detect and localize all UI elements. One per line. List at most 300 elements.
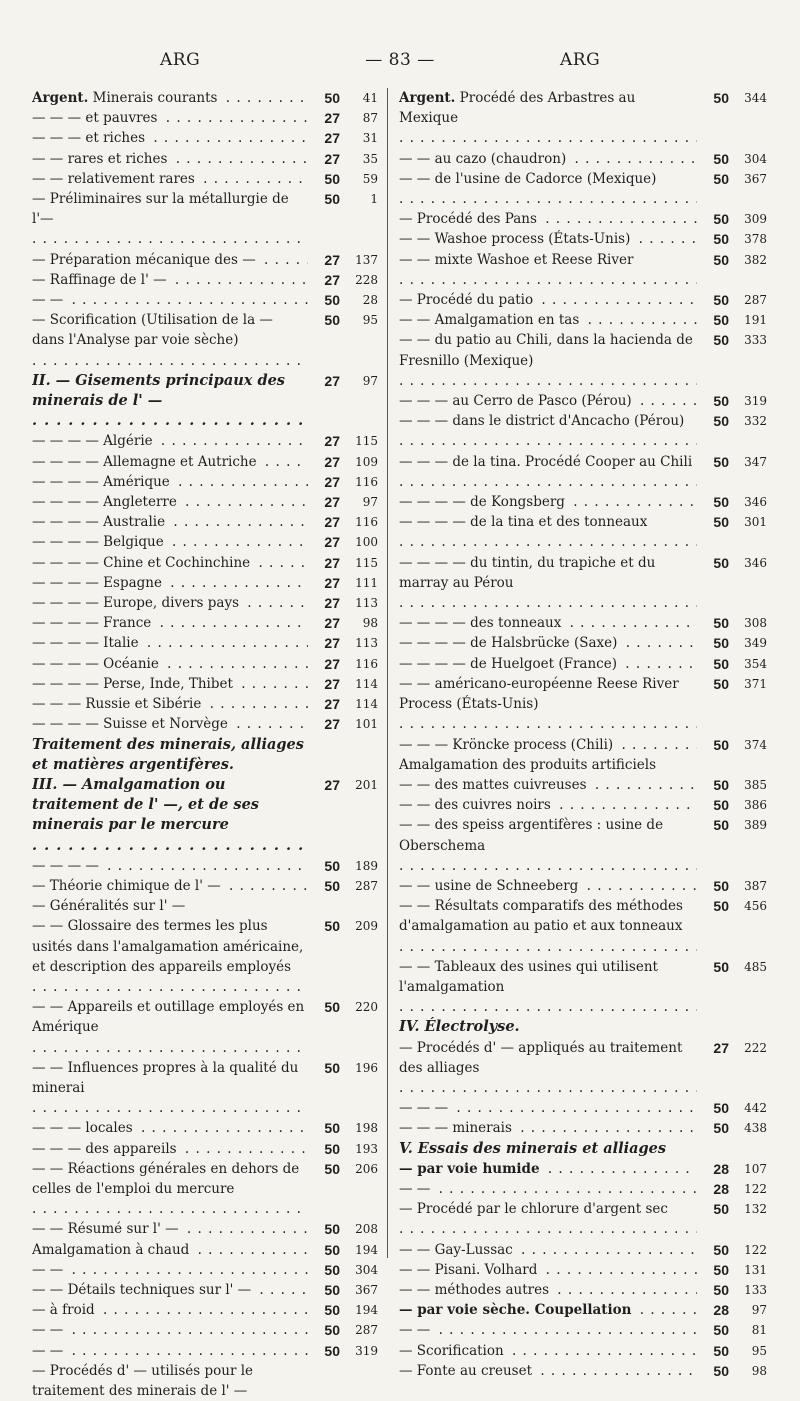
entry-text: — — — — Algérie [32,433,156,449]
entry-volume: 50 [713,170,729,187]
entry-page: 385 [744,777,767,792]
entry-text: IV. Électrolyse. [399,1018,523,1035]
entry-text: — — usine de Schneeberg [399,878,581,894]
entry-volume: 27 [324,554,340,571]
index-entry [399,775,767,795]
entry-page: 35 [362,151,378,166]
entry-volume: 50 [713,413,729,430]
entry-volume: 50 [713,1241,729,1258]
entry-page: 193 [355,1141,378,1156]
entry-volume: 27 [324,453,340,470]
index-entry [399,209,767,229]
entry-page: 97 [751,1303,767,1318]
entry-page: 114 [355,697,378,712]
entry-text: — — — — Suisse et Norvège [32,716,231,732]
entry-text: — — rares et riches [32,151,170,167]
index-entry [32,431,378,451]
index-entry [32,371,378,432]
entry-volume: 27 [324,655,340,672]
entry-text: — — — — de Huelgoet (France) [399,656,620,672]
index-entry [399,957,767,1018]
entry-page: 98 [362,616,378,631]
index-entry [32,593,378,613]
entry-page: 116 [355,515,378,530]
index-entry [399,1118,767,1138]
index-entry [32,189,378,250]
entry-text: — — Détails techniques sur l' — [32,1282,254,1298]
entry-text: V. Essais des minerais et alliages [399,1140,669,1157]
entry-volume: 50 [713,1100,729,1117]
entry-page: 101 [355,717,378,732]
entry-page: 95 [362,313,378,328]
index-entry [399,1159,767,1179]
entry-volume: 27 [324,574,340,591]
index-entry [399,815,767,876]
index-entry [399,229,767,249]
index-entry [32,1320,378,1340]
entry-page: 301 [744,515,767,530]
entry-page: 442 [744,1101,767,1116]
entry-page: 189 [355,858,378,873]
entry-volume: 50 [324,1059,340,1076]
entry-text: — — — — Chine et Cochinchine [32,555,253,571]
entry-volume: 50 [713,1362,729,1379]
entry-volume: 50 [713,251,729,268]
entry-page: 346 [744,555,767,570]
index-entry [32,1118,378,1138]
entry-page: 1 [370,192,378,207]
entry-text: — — — dans le district d'Ancacho (Pérou) [399,413,687,429]
entry-text: — — Amalgamation en tas [399,312,582,328]
entry-volume: 50 [324,918,340,935]
index-entry [399,755,767,775]
entry-text: Argent. Procédé des Arbastres au Mexique [399,90,636,127]
entry-text: — — Réactions générales en dehors de celles de l'emploi du mercure [32,1160,300,1197]
entry-text: — — de l'usine de Cadorce (Mexique) [399,171,659,187]
index-entry [399,512,767,552]
entry-volume: 50 [713,776,729,793]
index-entry [32,472,378,492]
entry-volume: 50 [713,1261,729,1278]
index-entry [32,88,378,108]
entry-volume: 27 [324,473,340,490]
entry-volume: 50 [713,1322,729,1339]
entry-text: — — méthodes autres [399,1282,552,1298]
entry-text: — — — au Cerro de Pasco (Pérou) [399,393,635,409]
entry-page: 206 [355,1161,378,1176]
index-entry [32,270,378,290]
entry-volume: 27 [324,615,340,632]
entry-volume: 50 [324,292,340,309]
entry-page: 81 [751,1323,767,1338]
entry-page: 374 [744,737,767,752]
entry-text: — — [399,1181,433,1197]
entry-page: 100 [355,535,378,550]
index-entry [32,310,378,371]
entry-page: 97 [362,495,378,510]
index-entry [399,1038,767,1099]
entry-text: — — — locales [32,1120,136,1136]
index-entry [32,1159,378,1220]
index-entry [399,633,767,653]
entry-page: 438 [744,1121,767,1136]
entry-text: — — Tableaux des usines qui utilisent l'amalgamation [399,958,658,995]
entry-volume: 50 [324,1140,340,1157]
entry-text: — Généralités sur l' — [32,898,188,914]
entry-volume: 27 [324,150,340,167]
entry-volume: 50 [324,877,340,894]
entry-text: — — relativement rares [32,171,198,187]
index-entry [32,916,378,997]
right-index-column [399,88,767,1381]
entry-volume: 50 [324,1281,340,1298]
entry-volume: 27 [324,595,340,612]
left-index-column [32,88,378,1401]
index-entry [399,1260,767,1280]
entry-text: — — [32,1322,66,1338]
entry-text: — — — de la tina. Procédé Cooper au Chili [399,454,695,470]
index-entry [32,553,378,573]
entry-page: 222 [744,1040,767,1055]
entry-page: 31 [362,131,378,146]
entry-text: — — des mattes cuivreuses [399,777,590,793]
entry-volume: 50 [713,211,729,228]
entry-volume: 50 [713,898,729,915]
index-entry [32,1240,378,1260]
index-entry [399,492,767,512]
entry-text: — — — — Allemagne et Autriche [32,454,260,470]
index-entry [32,1361,378,1401]
entry-page: 349 [744,636,767,651]
entry-page: 287 [355,1323,378,1338]
index-entry [399,1199,767,1239]
entry-page: 386 [744,798,767,813]
entry-text: — — au cazo (chaudron) [399,151,569,167]
index-entry [32,856,378,876]
index-entry [32,876,378,896]
entry-page: 371 [744,676,767,691]
entry-page: 382 [744,252,767,267]
entry-volume: 28 [713,1180,729,1197]
entry-volume: 27 [324,716,340,733]
index-entry [399,1017,767,1037]
entry-text: — — — des appareils [32,1141,180,1157]
index-entry [32,492,378,512]
entry-text: — — — — du tintin, du trapiche et du marray au Pérou [399,554,656,591]
index-entry [399,876,767,896]
entry-page: 133 [744,1282,767,1297]
index-entry [399,896,767,957]
entry-text: — — [399,1322,433,1338]
entry-page: 132 [744,1202,767,1217]
entry-volume: 50 [713,332,729,349]
entry-text: — — — [399,1100,451,1116]
index-entry [399,1341,767,1361]
column-divider [387,88,388,1258]
index-entry [399,1240,767,1260]
index-entry [399,290,767,310]
index-entry [32,1280,378,1300]
index-entry [399,795,767,815]
entry-page: 41 [362,91,378,105]
index-entry [32,452,378,472]
entry-text: — — — — Océanie [32,656,162,672]
entry-volume: 50 [324,999,340,1016]
index-entry [32,290,378,310]
entry-text: — Procédé des Pans [399,211,540,227]
entry-page: 97 [362,373,378,388]
entry-page: 107 [744,1161,767,1176]
entry-volume: 50 [324,1302,340,1319]
entry-volume: 50 [324,1342,340,1359]
index-entry [32,1219,378,1239]
entry-text: — — — — de Halsbrücke (Saxe) [399,635,620,651]
index-entry [32,128,378,148]
index-entry [399,553,767,614]
entry-page: 387 [744,878,767,893]
entry-volume: 50 [324,1221,340,1238]
entry-text: — Théorie chimique de l' — [32,878,224,894]
entry-page: 113 [355,636,378,651]
entry-text: — Procédés d' — utilisés pour le traitement des minerais de l' — [32,1362,254,1399]
index-entry [399,169,767,209]
entry-volume: 50 [713,453,729,470]
index-entry [32,1300,378,1320]
index-entry [399,310,767,330]
entry-text: — — — — Italie [32,635,142,651]
entry-page: 304 [355,1262,378,1277]
entry-volume: 50 [324,191,340,208]
index-entry [32,512,378,532]
entry-volume: 50 [324,170,340,187]
index-entry [399,735,767,755]
entry-text: — Préliminaires sur la métallurgie de l'— [32,191,289,228]
entry-text: — — — Kröncke process (Chili) [399,737,616,753]
entry-text: — par voie sèche. Coupellation [399,1302,634,1318]
entry-page: 137 [355,252,378,267]
entry-page: 304 [744,151,767,166]
index-entry [399,452,767,492]
entry-text: — — — — de la tina et des tonneaux [399,514,650,530]
entry-text: — — des speiss argentifères : usine de Oberschema [399,817,664,854]
entry-page: 308 [744,616,767,631]
entry-text: — — Résultats comparatifs des méthodes d'amalgamation au patio et aux tonneaux [399,898,686,934]
entry-page: 332 [744,414,767,429]
entry-page: 319 [744,394,767,409]
entry-text: — — — — France [32,615,154,631]
page-number: — 83 — [365,50,435,70]
entry-page: 191 [744,313,767,328]
entry-page: 113 [355,596,378,611]
entry-text: — — — — Amérique [32,474,173,490]
index-entry [32,613,378,633]
entry-volume: 50 [713,554,729,571]
entry-text: — — Glossaire des termes les plus usités dans l'amalgamation américaine, et description des appareils employés [32,918,304,975]
entry-volume: 50 [713,615,729,632]
entry-volume: 27 [324,433,340,450]
index-entry [32,775,378,856]
entry-text: Argent. Minerais courants [32,90,220,106]
entry-text: — — [32,1343,66,1359]
entry-text: — — — et riches [32,130,148,146]
index-entry [32,250,378,270]
index-entry [32,573,378,593]
header-left-keyword: ARG [160,50,201,70]
index-entry [399,330,767,391]
entry-page: 111 [355,575,378,590]
index-entry [399,1179,767,1199]
index-entry [32,694,378,714]
entry-volume: 27 [324,130,340,147]
entry-page: 228 [355,272,378,287]
entry-text: — — — minerais [399,1120,515,1136]
entry-text: II. — Gisements principaux des minerais de l' — [32,371,285,410]
entry-volume: 50 [713,635,729,652]
entry-volume: 27 [324,251,340,268]
entry-page: 116 [355,474,378,489]
index-entry [399,613,767,633]
entry-text: — — mixte Washoe et Reese River [399,252,636,268]
entry-volume: 50 [324,90,340,106]
entry-volume: 50 [713,514,729,531]
entry-page: 194 [355,1242,378,1257]
entry-page: 194 [355,1303,378,1318]
entry-text: — Procédé du patio [399,292,536,308]
index-entry [399,1320,767,1340]
entry-volume: 50 [713,312,729,329]
entry-page: 287 [744,293,767,308]
entry-page: 389 [744,818,767,833]
entry-page: 354 [744,656,767,671]
entry-page: 209 [355,919,378,934]
index-entry [399,1139,767,1159]
entry-text: — Préparation mécanique des — [32,252,259,268]
entry-volume: 50 [713,90,729,106]
index-entry [32,654,378,674]
entry-page: 59 [362,171,378,186]
entry-page: 28 [362,293,378,308]
entry-page: 367 [355,1282,378,1297]
entry-volume: 50 [713,1281,729,1298]
index-entry [399,149,767,169]
entry-page: 116 [355,656,378,671]
entry-volume: 50 [324,312,340,329]
entry-volume: 50 [713,877,729,894]
entry-text: — Scorification [399,1343,507,1359]
entry-page: 287 [355,878,378,893]
index-entry [399,654,767,674]
entry-volume: 50 [713,1201,729,1218]
entry-volume: 50 [713,150,729,167]
entry-page: 115 [355,434,378,449]
index-entry [32,532,378,552]
entry-text: — — — — [32,858,102,874]
entry-page: 333 [744,333,767,348]
entry-text: — — — — Espagne [32,575,165,591]
entry-page: 319 [355,1343,378,1358]
index-entry [32,997,378,1058]
entry-volume: 27 [324,696,340,713]
entry-volume: 27 [713,1039,729,1056]
entry-page: 131 [744,1262,767,1277]
entry-text: — Procédés d' — appliqués au traitement des alliages [399,1039,683,1076]
entry-page: 122 [744,1242,767,1257]
entry-page: 109 [355,454,378,469]
index-entry [399,250,767,290]
entry-page: 87 [362,111,378,126]
entry-text: — Scorification (Utilisation de la — dans l'Analyse par voie sèche) [32,312,273,349]
entry-volume: 27 [324,514,340,531]
entry-volume: 50 [713,655,729,672]
entry-text: — — — — de Kongsberg [399,494,568,510]
entry-text: — Fonte au creuset [399,1363,535,1379]
entry-text: — Procédé par le chlorure d'argent sec [399,1201,671,1217]
entry-volume: 50 [713,494,729,511]
entry-page: 378 [744,232,767,247]
entry-volume: 27 [324,372,340,389]
entry-volume: 50 [713,393,729,410]
entry-page: 201 [355,777,378,792]
entry-text: Traitement des minerais, alliages et matières argentifères. [32,735,304,773]
index-entry [32,1139,378,1159]
page-header [0,50,800,74]
entry-text: Amalgamation à chaud [32,1242,192,1258]
index-entry [32,896,378,916]
entry-page: 114 [355,676,378,691]
entry-page: 347 [744,454,767,469]
entry-volume: 50 [324,857,340,874]
entry-volume: 27 [324,494,340,511]
entry-page: 344 [744,91,767,105]
index-entry [32,674,378,694]
entry-page: 95 [751,1343,767,1358]
entry-text: — — du patio au Chili, dans la hacienda de Fresnillo (Mexique) [399,332,693,369]
entry-text: — — — — Perse, Inde, Thibet [32,676,236,692]
entry-page: 220 [355,1000,378,1015]
entry-volume: 27 [324,110,340,127]
entry-page: 346 [744,495,767,510]
index-entry [32,1341,378,1361]
entry-text: — à froid [32,1302,98,1318]
entry-volume: 28 [713,1160,729,1177]
entry-text: Amalgamation des produits artificiels [399,757,659,773]
entry-text: — — — — des tonneaux [399,615,564,631]
entry-volume: 50 [713,292,729,309]
index-entry [32,169,378,189]
entry-volume: 27 [324,271,340,288]
index-entry [32,714,378,734]
entry-page: 115 [355,555,378,570]
index-entry [399,1098,767,1118]
entry-text: — — Influences propres à la qualité du minerai [32,1059,299,1096]
entry-volume: 28 [713,1302,729,1319]
entry-volume: 50 [713,231,729,248]
header-right-keyword: ARG [560,50,601,70]
entry-text: — — des cuivres noirs [399,797,554,813]
entry-volume: 50 [713,1342,729,1359]
index-entry [32,108,378,128]
entry-page: 367 [744,171,767,186]
entry-text: — — — — Australie [32,514,168,530]
index-entry [399,1300,767,1320]
entry-text: — — américano-européenne Reese River Process (États-Unis) [399,675,679,713]
entry-text: — par voie humide [399,1161,543,1177]
index-entry [32,1260,378,1280]
entry-text: III. — Amalgamation ou traitement de l' —, et de ses minerais par le mercure [32,775,259,834]
entry-page: 198 [355,1121,378,1136]
entry-volume: 50 [324,1261,340,1278]
index-entry [32,149,378,169]
